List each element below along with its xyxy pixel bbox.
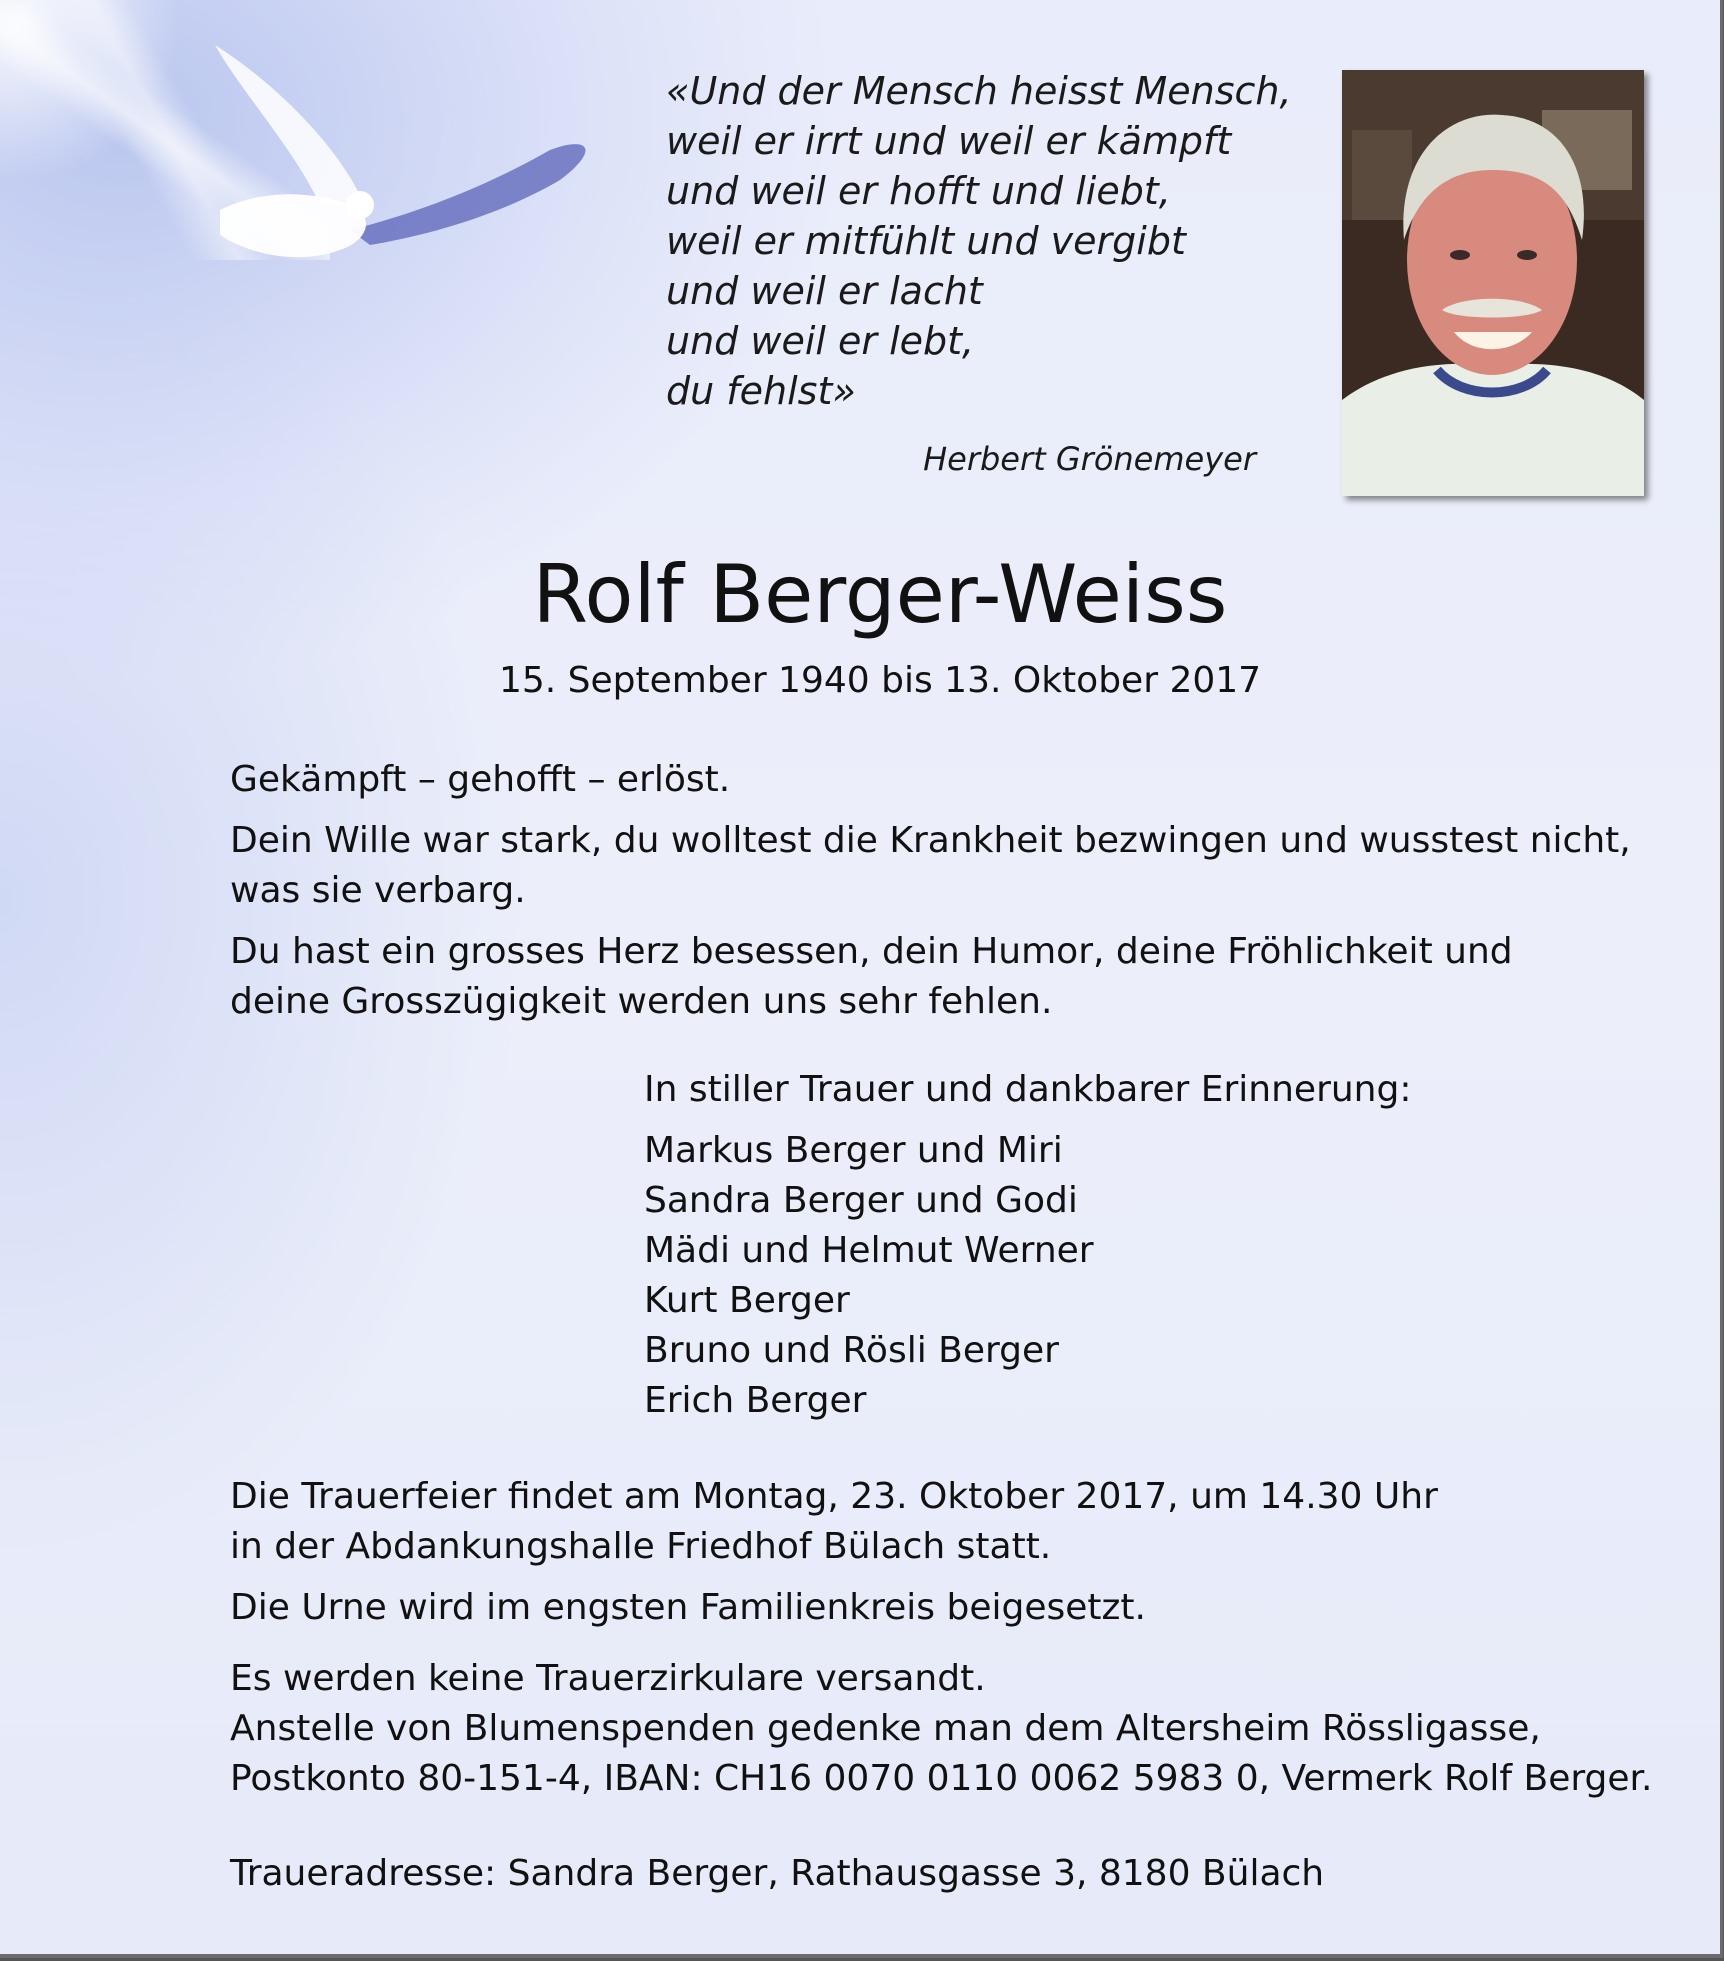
donation-line: Postkonto 80-151-4, IBAN: CH16 0070 0110 0062 5983 0, Vermerk Rolf Berger.	[230, 1758, 1653, 1799]
tribute-line: was sie verbarg.	[230, 870, 526, 911]
mourner-name: Sandra Berger und Godi	[644, 1180, 1078, 1221]
mourning-address: Traueradresse: Sandra Berger, Rathausgasse 3, 8180 Bülach	[230, 1853, 1325, 1894]
circulars-note: Es werden keine Trauerzirkulare versandt.	[230, 1658, 986, 1699]
quote-line: weil er irrt und weil er kämpft	[666, 119, 1232, 163]
tribute-line: Dein Wille war stark, du wolltest die Krankheit bezwingen und wusstest nicht,	[230, 820, 1631, 861]
funeral-info	[230, 1472, 1653, 1899]
urn-note: Die Urne wird im engsten Familienkreis beigesetzt.	[230, 1587, 1146, 1628]
quote-line: weil er mitfühlt und vergibt	[666, 219, 1186, 263]
life-dates: 15. September 1940 bis 13. Oktober 2017	[498, 660, 1262, 701]
tribute-text	[230, 755, 1631, 1027]
quote-line: und weil er hofft und liebt,	[666, 169, 1171, 213]
quote-line: und weil er lacht	[666, 269, 983, 313]
mourners-list	[644, 1126, 1411, 1426]
quote-poem	[666, 66, 1292, 416]
quote-line: «Und der Mensch heisst Mensch,	[666, 69, 1292, 113]
mourners-block	[644, 1065, 1411, 1426]
donation-line: Anstelle von Blumenspenden gedenke man dem Altersheim Rössligasse,	[230, 1708, 1541, 1749]
funeral-line: in der Abdankungshalle Friedhof Bülach statt.	[230, 1526, 1052, 1567]
portrait-photo	[1342, 70, 1644, 496]
tribute-line: Du hast ein grosses Herz besessen, dein Humor, deine Fröhlichkeit und	[230, 931, 1513, 972]
funeral-line: Die Trauerfeier findet am Montag, 23. Oktober 2017, um 14.30 Uhr	[230, 1476, 1438, 1517]
mourners-heading: In stiller Trauer und dankbarer Erinnerung:	[644, 1069, 1412, 1110]
mourner-name: Mädi und Helmut Werner	[644, 1230, 1094, 1271]
portrait-image	[1342, 70, 1644, 496]
mourner-name: Markus Berger und Miri	[644, 1130, 1063, 1171]
deceased-name: Rolf Berger-Weiss	[532, 548, 1228, 641]
tribute-line: deine Grosszügigkeit werden uns sehr fehlen.	[230, 981, 1053, 1022]
mourner-name: Erich Berger	[644, 1380, 867, 1421]
tribute-motto: Gekämpft – gehofft – erlöst.	[230, 759, 731, 800]
quote-line: du fehlst»	[666, 369, 856, 413]
quote-line: und weil er lebt,	[666, 319, 975, 363]
mourner-name: Bruno und Rösli Berger	[644, 1330, 1059, 1371]
dove-illustration	[200, 40, 620, 300]
mourner-name: Kurt Berger	[644, 1280, 850, 1321]
quote-author: Herbert Grönemeyer	[923, 440, 1256, 478]
